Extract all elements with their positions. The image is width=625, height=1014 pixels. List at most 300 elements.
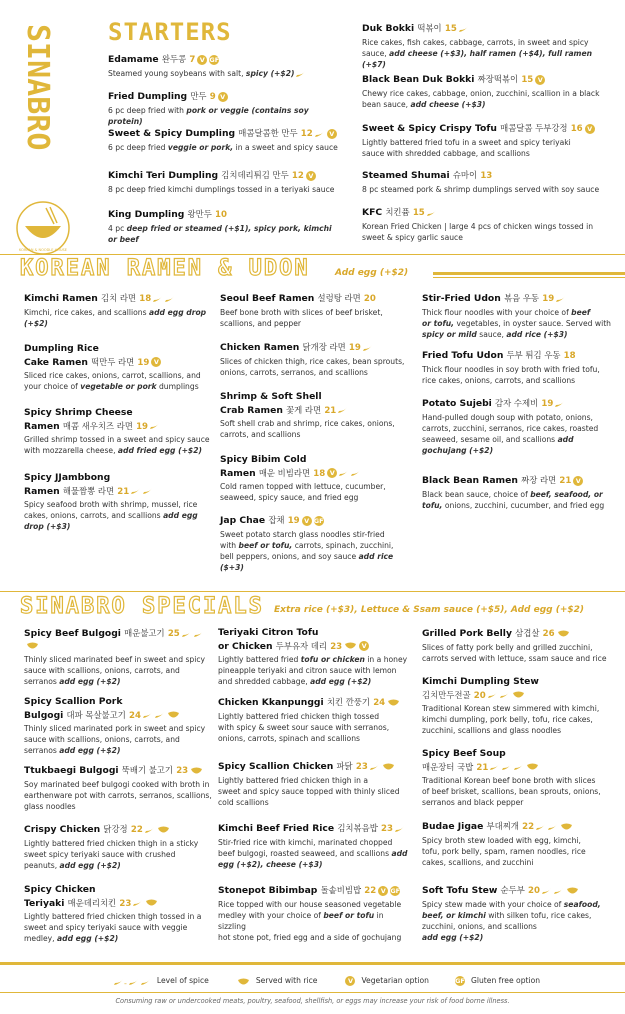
item-korean-name: 김치 라면 (101, 293, 137, 303)
desc-text: Korean Fried Chicken | large 4 pcs of chicken wings tossed in (362, 221, 594, 231)
menu-item (422, 349, 617, 386)
menu-item (220, 292, 410, 329)
item-name: Sweet & Spicy Crispy Tofu (362, 123, 497, 134)
item-description (218, 654, 408, 687)
divider (0, 591, 625, 592)
item-name: King Dumpling (108, 209, 185, 220)
rice-bowl-icon (566, 887, 579, 895)
item-description (422, 364, 617, 386)
item-korean-name: 김치볶음밥 (337, 823, 378, 833)
ramen-addon: Add egg (+$2) (335, 268, 409, 278)
desc-text: Lightly battered fried chicken thigh tossed (218, 711, 380, 721)
chili-icon (295, 70, 306, 78)
desc-text: sauce with shredded cabbage, and scallions (362, 148, 530, 158)
item-korean-name: 김치데리튀김 만두 (221, 170, 289, 180)
desc-text: sweet spicy teriyaki sauce with crushed (24, 849, 176, 859)
rice-bowl-icon (526, 763, 539, 771)
menu-item (422, 397, 617, 456)
rice-bowl-icon (145, 899, 158, 907)
bowl-caption: KOREAN & NOODLE HOUSE (19, 248, 67, 252)
desc-text: zucchini, scallions and glass noodles (422, 726, 562, 735)
item-description (24, 307, 214, 329)
item-description (24, 911, 214, 944)
chili-icon (501, 763, 512, 771)
vegetarian-icon: V (345, 976, 355, 986)
desc-option: beef or tofu, (238, 540, 293, 550)
gluten-free-icon: GF (390, 886, 401, 895)
menu-item (218, 627, 408, 687)
desc-option: or tofu, (422, 318, 455, 328)
chili-icon: - (112, 971, 151, 990)
item-description (108, 142, 343, 153)
item-price: 23 (380, 824, 393, 834)
desc-text: Sweet potato starch glass noodles stir-fried (220, 529, 385, 539)
desc-text: Soft shell crab and shrimp, rice cakes, onions, (220, 419, 395, 428)
item-description (108, 184, 343, 195)
item-name: Ramen (24, 420, 60, 432)
menu-item (220, 391, 410, 440)
menu-item (422, 627, 617, 664)
item-price: 23 (119, 898, 132, 909)
desc-option: add egg (+$2) (310, 677, 372, 686)
item-description (422, 775, 617, 808)
vegetarian-icon: V (151, 357, 161, 367)
item-description (362, 221, 617, 243)
menu-item (362, 122, 617, 159)
item-name: Jap Chae (220, 515, 266, 526)
item-description (220, 529, 410, 573)
desc-text: bean sauce, (362, 99, 409, 109)
item-price: 19 (542, 294, 555, 304)
rice-bowl-icon (382, 763, 395, 771)
rice-bowl-icon (26, 642, 39, 650)
item-name: Spicy Shrimp Cheese (24, 407, 133, 418)
desc-text: in a honey (364, 655, 408, 664)
desc-text: Spicy seafood broth with shrimp, mussel, rice (24, 500, 198, 509)
desc-text: sauce with scallions, onions, carrots, and serranos (24, 666, 180, 686)
desc-option: add cheese (+$3) (410, 99, 486, 109)
legend-rice: Served with rice (255, 976, 318, 985)
menu-item (24, 764, 214, 812)
rice-bowl-icon (167, 711, 180, 719)
desc-text: seaweed, spicy sauce, and fried egg (220, 493, 359, 502)
item-korean-name: 매콤달콤 두부강정 (500, 123, 568, 133)
item-korean-name: 김치만두전골 (422, 689, 471, 700)
desc-option: beef (571, 307, 591, 317)
bowl-logo-icon (12, 200, 74, 256)
menu-item (220, 514, 410, 573)
item-description (24, 654, 214, 687)
menu-item (218, 822, 408, 870)
desc-text: cakes, scallions, and zucchini (422, 857, 534, 867)
item-name: Crab Ramen (220, 404, 283, 416)
item-korean-name: 치킨퓸 (385, 207, 410, 217)
chili-icon (154, 711, 165, 719)
item-korean-name: 두부 튀김 우동 (506, 350, 561, 360)
item-korean-name: 만두 (190, 91, 207, 101)
item-name: Teriyaki Citron Tofu (218, 627, 319, 638)
sinabro-logo (8, 18, 78, 194)
chili-icon (193, 630, 204, 638)
item-korean-name: 꽃게 라면 (286, 404, 322, 415)
item-name: Spicy Scallion Chicken (218, 761, 334, 772)
chili-icon (314, 130, 325, 138)
item-name: Budae Jigae (422, 821, 484, 832)
desc-text: sweet & spicy garlic sauce (362, 232, 463, 242)
desc-text: of beef brisket, scallions, bean sprouts, onions, (422, 787, 601, 796)
menu-item (24, 407, 214, 456)
rice-bowl-icon (237, 978, 250, 986)
item-price: 12 (300, 129, 313, 139)
item-description (24, 499, 214, 532)
menu-item (218, 760, 408, 808)
item-name: KFC (362, 207, 383, 218)
rice-bowl-icon (557, 630, 570, 638)
desc-option: add egg (+$2) (59, 746, 121, 755)
desc-text: cold scallions (218, 797, 269, 807)
desc-text: Lightly battered fried chicken thigh in a (218, 775, 368, 785)
desc-text: Kimchi, rice cakes, and scallions (24, 307, 147, 317)
desc-text: with (220, 540, 237, 550)
item-korean-name: 닭개장 라면 (302, 342, 346, 352)
item-price: 24 (129, 710, 141, 721)
vegetarian-icon: V (327, 468, 337, 478)
item-price: 15 (521, 75, 534, 85)
item-name: Fried Dumpling (108, 91, 188, 102)
desc-option: add egg (+$2) (422, 932, 484, 942)
desc-text: Traditional Korean stew simmered with kimchi, (422, 704, 600, 713)
desc-text: sauce with scallions, onions, carrots, and serranos (24, 735, 180, 755)
menu-item (24, 696, 214, 756)
item-description (24, 838, 214, 871)
item-price: 21 (476, 762, 489, 773)
item-price: 15 (412, 208, 425, 218)
chili-icon (553, 887, 564, 895)
gluten-free-icon: GF (313, 516, 324, 525)
desc-text: Hand-pulled dough soup with potato, onions, (422, 412, 593, 422)
desc-text: scallions, and pepper (220, 318, 301, 328)
menu-item (108, 127, 343, 153)
item-name: Chicken Ramen (220, 342, 300, 353)
chili-icon (499, 691, 510, 699)
desc-text: 6 pc deep fried (108, 142, 166, 152)
item-description (220, 307, 410, 329)
item-name: Dumpling Rice (24, 343, 99, 354)
vegetarian-icon: V (359, 641, 369, 651)
desc-option: add egg drop (+$2) (24, 307, 207, 328)
menu-item (422, 884, 617, 943)
item-description (422, 412, 617, 456)
item-description (218, 711, 408, 744)
desc-option: add gochujang (+$2) (422, 434, 574, 455)
item-name: Soft Tofu Stew (422, 885, 498, 896)
desc-text: in a sweet and spicy sauce (233, 142, 338, 152)
chili-icon (426, 209, 437, 217)
item-price: 19 (136, 421, 149, 432)
item-price: 18 (563, 351, 576, 361)
vegetarian-icon: V (302, 516, 312, 526)
chili-icon (130, 487, 141, 495)
menu-item (422, 820, 617, 868)
desc-option: veggie or pork, (167, 142, 234, 152)
item-korean-name: 치킨 깐풍기 (326, 697, 370, 707)
gluten-free-icon: GF (209, 55, 220, 64)
chili-icon (164, 295, 175, 303)
desc-text: Thinly sliced marinated beef in sweet and spicy (24, 655, 206, 664)
item-korean-name: 매콤 새우치즈 라면 (62, 420, 133, 431)
divider (0, 254, 625, 255)
item-name: Cake Ramen (24, 356, 88, 368)
item-description (422, 703, 617, 736)
item-price: 23 (355, 762, 368, 772)
chili-icon (181, 630, 192, 638)
desc-text: Rice cakes, fish cakes, cabbage, carrots, in sweet and spicy (362, 37, 589, 47)
menu-item (362, 22, 617, 70)
desc-text: Sliced rice cakes, onions, carrot, scallions, and (24, 371, 201, 380)
desc-text: Grilled shrimp tossed in a sweet and spicy sauce (24, 435, 210, 444)
menu-item (24, 823, 214, 871)
desc-option: add rice ($+3) (220, 551, 394, 572)
item-description (108, 105, 343, 127)
item-korean-name: 삼겹살 (515, 628, 540, 638)
item-name: Black Bean Ramen (422, 475, 518, 486)
vegetarian-icon: V (306, 171, 316, 181)
desc-text: vegetables, in oyster sauce. Served with (454, 318, 611, 328)
desc-text: Slices of fatty pork belly and grilled zucchini, (422, 642, 593, 652)
chili-icon (487, 691, 498, 699)
desc-option: add egg (+$2) (59, 677, 121, 686)
desc-text: onions, carrots, serranos, and scallions (220, 367, 368, 377)
desc-option: add fried egg (+$2) (117, 446, 202, 455)
item-name: Spicy Beef Soup (422, 748, 506, 759)
item-price: 20 (363, 294, 376, 304)
desc-text: zucchini, onions, and scallions (422, 921, 537, 931)
item-price: 22 (130, 825, 143, 835)
menu-item (422, 676, 617, 736)
desc-text: Steamed young soybeans with salt, (108, 68, 244, 78)
menu-item (108, 208, 343, 245)
desc-text: peanuts, (24, 860, 58, 870)
gluten-free-icon: GF (455, 976, 465, 985)
desc-option: add egg drop (+$3) (24, 511, 198, 531)
desc-text: 8 pc steamed pork & shrimp dumplings served with soy sauce (362, 184, 600, 194)
desc-text: seaweed, sesame oil, and scallions (422, 434, 556, 444)
desc-text: with spicy & sweet sour sauce with serranos, (218, 722, 390, 732)
desc-text: sauce, (476, 329, 504, 339)
item-korean-name: 슈마이 (452, 170, 478, 180)
chili-icon (350, 469, 361, 477)
rice-bowl-icon (560, 823, 573, 831)
menu-item (362, 73, 617, 110)
chili-icon (113, 978, 124, 986)
menu-item (362, 169, 617, 195)
desc-text: serranos and black pepper (422, 798, 524, 807)
item-description (220, 481, 410, 503)
desc-text: onions, zucchini, cucumber, and fried egg (442, 500, 605, 510)
desc-text: Cold ramen topped with lettuce, cucumber, (220, 482, 386, 491)
item-name: Steamed Shumai (362, 170, 450, 181)
item-name: Sweet & Spicy Dumpling (108, 128, 236, 139)
chili-icon (338, 469, 349, 477)
desc-text: Thick flour noodles with your choice of (422, 307, 569, 317)
menu-item (422, 474, 617, 511)
desc-option: seafood, (563, 899, 601, 909)
item-name: Stonepot Bibimbap (218, 885, 318, 896)
item-name: Kimchi Beef Fried Rice (218, 823, 335, 834)
item-price: 21 (324, 405, 337, 416)
item-price: 22 (522, 822, 535, 832)
item-description (220, 356, 410, 378)
legend-veg: Vegetarian option (361, 976, 429, 985)
item-korean-name: 대파 목살불고기 (66, 709, 126, 720)
desc-text: medley with your choice of (218, 910, 321, 920)
desc-text: Soy marinated beef bulgogi cooked with broth in (24, 779, 210, 789)
chili-icon (369, 763, 380, 771)
desc-option: add rice (+$3) (506, 329, 568, 339)
item-price: 24 (373, 698, 386, 708)
starters-title: STARTERS (108, 18, 232, 46)
menu-item (220, 341, 410, 378)
desc-text: Lightly battered fried chicken thigh in a sticky (24, 838, 199, 848)
menu-item (218, 884, 408, 943)
item-korean-name: 볶음 우동 (503, 293, 540, 303)
item-description (422, 642, 617, 664)
item-price: 19 (137, 357, 150, 368)
desc-text: Black bean sauce, choice of (422, 489, 528, 499)
desc-text: Spicy broth stew loaded with egg, kimchi, (422, 835, 581, 845)
chili-icon (535, 823, 546, 831)
chili-icon (142, 711, 153, 719)
chili-icon (337, 406, 348, 414)
desc-text: with silken tofu, rice cakes, (485, 910, 592, 920)
chili-icon (489, 763, 500, 771)
item-name: Grilled Pork Belly (422, 628, 512, 639)
desc-text: bell peppers, onions, and soy sauce (220, 551, 357, 561)
item-description (24, 434, 214, 456)
item-korean-name: 뚝배기 불고기 (121, 765, 173, 775)
item-korean-name: 설렁탕 라면 (317, 293, 361, 303)
item-korean-name: 잡채 (268, 515, 285, 525)
item-name: Duk Bokki (362, 23, 415, 34)
item-description (220, 418, 410, 440)
item-price: 23 (330, 641, 343, 652)
vegetarian-icon: V (327, 129, 337, 139)
legend (112, 971, 540, 990)
desc-text: Thick flour noodles in soy broth with fried tofu, (422, 364, 600, 374)
specials-addon: Extra rice (+$3), Lettuce & Ssam sauce (+$5), Add egg (+$2) (274, 605, 585, 615)
chili-icon (547, 823, 558, 831)
item-korean-name: 닭강정 (103, 824, 128, 834)
chili-icon (140, 978, 151, 986)
item-description (218, 775, 408, 808)
desc-text: Beef bone broth with slices of beef brisket, (220, 307, 383, 317)
item-description (422, 899, 617, 943)
item-price: 19 (541, 399, 554, 409)
desc-text: hot stone pot, fried egg and a side of gochujang (218, 932, 402, 942)
vegetarian-icon: V (585, 124, 595, 134)
menu-item (24, 292, 214, 329)
desc-text: Spicy stew made with your choice of (422, 899, 562, 909)
desc-option: add egg (+$2), cheese (+$3) (218, 848, 408, 869)
desc-option: spicy or mild (422, 329, 477, 339)
desc-text: sauce, (362, 48, 387, 58)
item-description (24, 779, 214, 812)
item-name: Edamame (108, 54, 159, 65)
desc-text: carrots served with lettuce, ssam sauce and rice (422, 653, 607, 663)
item-korean-name: 짜장 라면 (521, 475, 557, 485)
chili-icon (394, 825, 405, 833)
desc-text: onions, carrots, spinach and scallions (218, 733, 360, 743)
item-name: Spicy Chicken (24, 884, 96, 895)
item-name: Teriyaki (24, 897, 65, 909)
item-price: 25 (167, 629, 180, 639)
desc-text: earthenware pot with carrots, serranos, scallions, (24, 790, 212, 800)
desc-text: Thinly sliced marinated pork in sweet and spicy (24, 724, 206, 733)
desc-text: Rice topped with our house seasoned vegetable (218, 899, 402, 909)
item-name: Ttukbaegi Bulgogi (24, 765, 119, 776)
vegetarian-icon: V (573, 476, 583, 486)
item-name: Shrimp & Soft Shell (220, 391, 322, 402)
item-name: Spicy JJambbong (24, 472, 111, 483)
item-korean-name: 감자 수제비 (495, 398, 539, 408)
desc-text: with mozzarella cheese, (24, 446, 116, 455)
item-description (218, 837, 408, 870)
item-description (24, 370, 214, 392)
desc-text: your choice of (24, 382, 78, 391)
item-korean-name: 매운 비빔라면 (258, 467, 311, 478)
item-price: 20 (473, 690, 486, 701)
item-price: 22 (364, 886, 377, 896)
specials-title: SINABRO SPECIALS (20, 594, 264, 619)
chili-icon (142, 487, 153, 495)
item-price: 18 (313, 468, 326, 479)
item-name: or Chicken (218, 640, 273, 652)
item-price: 19 (287, 516, 300, 526)
item-korean-name: 두부유자 데리 (275, 640, 327, 651)
legend-gf: Gluten free option (470, 976, 541, 985)
desc-option: tofu or chicken (300, 655, 365, 664)
desc-text: tofu, pork belly, spam, ramen noodles, rice (422, 846, 586, 856)
desc-option: beef, seafood, or (530, 489, 603, 499)
menu-item (24, 627, 214, 687)
item-name: Black Bean Duk Bokki (362, 74, 475, 85)
menu-item (108, 90, 343, 127)
divider (0, 992, 625, 993)
item-description (422, 835, 617, 868)
vegetarian-icon: V (218, 92, 228, 102)
item-price: 16 (570, 124, 583, 134)
desc-text: in sizzling (218, 910, 384, 931)
desc-text: sweet and spicy teriyaki sauce with veggie (24, 923, 188, 932)
chili-icon (513, 763, 524, 771)
item-korean-name: 떡만두 라면 (91, 356, 135, 367)
item-description (362, 37, 617, 70)
item-korean-name: 돌솥비빔밥 (320, 885, 362, 895)
desc-text: Stir-fried rice with kimchi, marinated chopped (218, 837, 393, 847)
desc-option: add egg (+$2) (59, 860, 121, 870)
chili-icon (362, 344, 373, 352)
vegetarian-icon: V (378, 886, 388, 896)
logo-text: SINABRO (20, 24, 55, 151)
desc-option: pork or veggie (contains soy protein) (108, 105, 309, 126)
divider (0, 962, 625, 965)
chili-icon (132, 899, 143, 907)
desc-option: tofu, (422, 500, 443, 510)
desc-text: glass noodles (24, 801, 76, 811)
item-name: Crispy Chicken (24, 824, 101, 835)
item-price: 23 (176, 766, 189, 776)
item-price: 20 (528, 886, 540, 896)
